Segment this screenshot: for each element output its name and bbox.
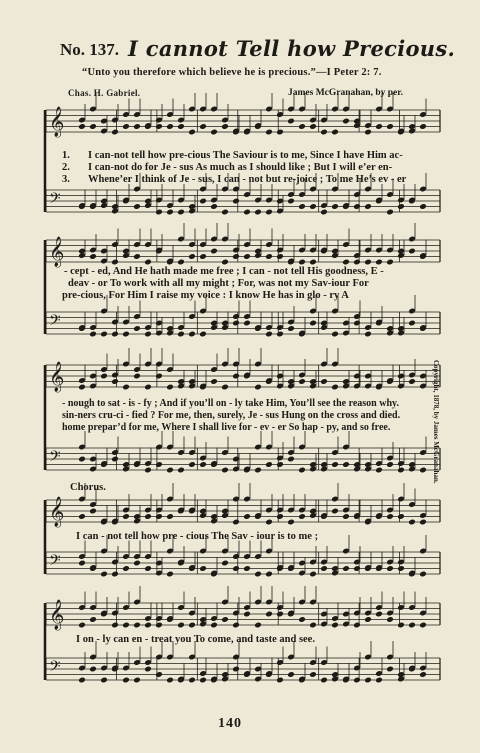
- note-head: [100, 373, 108, 380]
- note-head: [364, 331, 372, 338]
- note-head: [298, 378, 306, 385]
- note-head: [188, 129, 196, 136]
- note-head: [78, 560, 86, 567]
- note-head: [210, 248, 218, 255]
- note-head: [144, 622, 152, 629]
- note-head: [166, 571, 174, 578]
- note-head: [232, 519, 240, 526]
- note-head: [122, 565, 130, 572]
- note-head: [320, 209, 328, 216]
- note-head: [133, 560, 141, 567]
- lyric-line: - cept - ed, And He hath made me free ; I can - not tell His goodness, E -: [64, 266, 384, 277]
- bass-clef-icon: 𝄢: [49, 190, 61, 211]
- chorus-label: Chorus.: [70, 482, 106, 493]
- treble-clef-icon: 𝄞: [49, 107, 65, 137]
- note-head: [298, 259, 306, 266]
- note-head: [320, 129, 328, 136]
- note-head: [276, 253, 284, 260]
- note-head: [100, 331, 108, 338]
- note-head: [155, 671, 163, 678]
- note-head: [364, 616, 372, 623]
- note-head: [232, 565, 240, 572]
- note-head: [243, 253, 251, 260]
- lyric-line: I on - ly can en - treat you To come, and taste and see.: [76, 634, 315, 645]
- note-head: [199, 331, 207, 338]
- note-head: [210, 129, 218, 136]
- note-head: [133, 123, 141, 130]
- note-head: [221, 123, 229, 130]
- note-head: [78, 677, 86, 684]
- note-head: [353, 203, 361, 210]
- note-head: [177, 622, 185, 629]
- note-head: [133, 203, 141, 210]
- note-head: [419, 622, 427, 629]
- note-head: [144, 467, 152, 474]
- note-head: [78, 123, 86, 130]
- note-head: [254, 571, 262, 578]
- note-head: [210, 622, 218, 629]
- note-head: [199, 677, 207, 684]
- note-head: [232, 253, 240, 260]
- note-head: [309, 671, 317, 678]
- note-head: [397, 565, 405, 572]
- note-head: [309, 203, 317, 210]
- note-head: [375, 467, 383, 474]
- note-head: [265, 253, 273, 260]
- note-head: [177, 259, 185, 266]
- note-head: [122, 622, 130, 629]
- note-head: [364, 259, 372, 266]
- note-head: [287, 325, 295, 332]
- note-head: [419, 203, 427, 210]
- note-head: [100, 571, 108, 578]
- note-head: [298, 616, 306, 623]
- note-head: [408, 248, 416, 255]
- note-head: [386, 461, 394, 468]
- bass-clef-icon: 𝄢: [49, 658, 61, 679]
- note-head: [276, 461, 284, 468]
- note-head: [408, 378, 416, 385]
- note-head: [100, 677, 108, 684]
- note-head: [320, 677, 328, 684]
- note-head: [386, 209, 394, 216]
- note-head: [265, 571, 273, 578]
- note-head: [221, 560, 229, 567]
- note-head: [232, 622, 240, 629]
- composer-credit: Chas. H. Gabriel.: [68, 88, 141, 98]
- note-head: [320, 378, 328, 385]
- note-head: [331, 203, 339, 210]
- hymn-number: No. 137.: [60, 40, 120, 59]
- scripture-reference: “Unto you therefore which believe he is precious.”—I Peter 2: 7.: [82, 67, 382, 78]
- note-head: [408, 320, 416, 327]
- note-head: [111, 622, 119, 629]
- note-head: [199, 253, 207, 260]
- note-head: [89, 508, 97, 515]
- note-head: [199, 198, 207, 205]
- note-head: [89, 331, 97, 338]
- lyric-line: I can-not tell how pre-cious The Saviour is to me, Since I have Him ac-: [88, 150, 403, 161]
- note-head: [122, 331, 130, 338]
- note-head: [111, 456, 119, 463]
- note-head: [331, 129, 339, 136]
- note-head: [397, 622, 405, 629]
- note-head: [309, 320, 317, 327]
- note-head: [265, 331, 273, 338]
- note-head: [199, 123, 207, 130]
- note-head: [375, 677, 383, 684]
- treble-clef-icon: 𝄞: [49, 600, 65, 630]
- note-head: [254, 622, 262, 629]
- note-head: [89, 666, 97, 673]
- note-head: [265, 209, 273, 216]
- note-head: [243, 565, 251, 572]
- note-head: [276, 129, 284, 136]
- note-head: [419, 519, 427, 526]
- note-head: [353, 259, 361, 266]
- note-head: [155, 513, 163, 520]
- note-head: [78, 513, 86, 520]
- note-head: [276, 611, 284, 618]
- note-head: [155, 123, 163, 130]
- note-head: [243, 320, 251, 327]
- treble-clef-icon: 𝄞: [49, 237, 65, 267]
- note-head: [364, 203, 372, 210]
- note-head: [155, 209, 163, 216]
- lyric-line: deav - or To work with all my might ; For, was not my Sav-iour For: [68, 278, 369, 289]
- lyric-line: pre-cious, For Him I raise my voice : I know He has in glo - ry A: [62, 290, 349, 301]
- note-head: [144, 331, 152, 338]
- verse-number: 1.: [62, 150, 70, 161]
- page-number: 140: [218, 716, 242, 731]
- note-head: [166, 123, 174, 130]
- note-head: [133, 622, 141, 629]
- note-head: [364, 129, 372, 136]
- author-credit: James McGranahan, by per.: [288, 88, 403, 98]
- note-head: [397, 203, 405, 210]
- note-head: [144, 384, 152, 391]
- note-head: [111, 259, 119, 266]
- note-head: [155, 373, 163, 380]
- note-head: [89, 123, 97, 130]
- note-head: [78, 384, 86, 391]
- note-head: [342, 461, 350, 468]
- note-head: [111, 571, 119, 578]
- note-head: [287, 456, 295, 463]
- note-head: [309, 123, 317, 130]
- note-head: [166, 677, 174, 684]
- note-head: [89, 616, 97, 623]
- note-head: [166, 513, 174, 520]
- note-head: [353, 565, 361, 572]
- hymn-title: I cannot Tell how Precious.: [128, 36, 456, 61]
- note-head: [254, 467, 262, 474]
- lyric-line: Whene’er I think of Je - sus, I can - not but re-joice ; To me He’s ev - er: [88, 174, 407, 185]
- note-head: [254, 209, 262, 216]
- note-head: [188, 622, 196, 629]
- note-head: [287, 519, 295, 526]
- note-head: [144, 259, 152, 266]
- copyright-notice: Copyright, 1878, by James McGranahan.: [432, 360, 440, 484]
- bass-clef-icon: 𝄢: [49, 312, 61, 333]
- note-head: [386, 565, 394, 572]
- note-head: [177, 331, 185, 338]
- note-head: [265, 519, 273, 526]
- note-head: [320, 565, 328, 572]
- note-head: [287, 671, 295, 678]
- note-head: [276, 677, 284, 684]
- note-head: [342, 259, 350, 266]
- note-head: [155, 461, 163, 468]
- note-head: [221, 384, 229, 391]
- treble-clef-icon: 𝄞: [49, 362, 65, 392]
- note-head: [177, 467, 185, 474]
- note-head: [144, 513, 152, 520]
- note-head: [342, 513, 350, 520]
- note-head: [166, 467, 174, 474]
- note-head: [353, 320, 361, 327]
- note-head: [265, 611, 273, 618]
- note-head: [353, 622, 361, 629]
- note-head: [298, 203, 306, 210]
- note-head: [331, 384, 339, 391]
- note-head: [408, 519, 416, 526]
- note-head: [408, 622, 416, 629]
- note-head: [375, 611, 383, 618]
- note-head: [254, 384, 262, 391]
- note-head: [386, 513, 394, 520]
- note-head: [331, 508, 339, 515]
- note-head: [342, 118, 350, 125]
- note-head: [232, 666, 240, 673]
- note-head: [122, 123, 130, 130]
- note-head: [188, 253, 196, 260]
- note-head: [331, 331, 339, 338]
- note-head: [397, 467, 405, 474]
- lyric-line: I can - not tell how pre - cious The Sav - iour is to me ;: [76, 531, 319, 542]
- note-head: [419, 123, 427, 130]
- note-head: [375, 259, 383, 266]
- note-head: [419, 467, 427, 474]
- note-head: [133, 325, 141, 332]
- note-head: [188, 677, 196, 684]
- note-head: [386, 259, 394, 266]
- note-head: [122, 677, 130, 684]
- note-head: [287, 198, 295, 205]
- note-head: [221, 467, 229, 474]
- note-head: [144, 565, 152, 572]
- note-head: [133, 677, 141, 684]
- note-head: [309, 571, 317, 578]
- bass-clef-icon: 𝄢: [49, 448, 61, 469]
- note-head: [133, 253, 141, 260]
- note-head: [221, 259, 229, 266]
- note-head: [309, 622, 317, 629]
- note-head: [122, 384, 130, 391]
- note-head: [276, 331, 284, 338]
- lyric-line: I can-not do for Je - sus As much as I should like ; But I will e’er en-: [88, 162, 393, 173]
- note-head: [265, 461, 273, 468]
- note-head: [243, 209, 251, 216]
- note-head: [287, 118, 295, 125]
- note-head: [243, 611, 251, 618]
- note-head: [122, 513, 130, 520]
- note-head: [221, 209, 229, 216]
- note-head: [419, 671, 427, 678]
- verse-number: 3.: [62, 174, 70, 185]
- verse-number: 2.: [62, 162, 70, 173]
- note-head: [419, 571, 427, 578]
- note-head: [353, 677, 361, 684]
- note-head: [188, 461, 196, 468]
- note-head: [177, 123, 185, 130]
- lyric-line: home prepar’d for me, Where I shall live for - ev - er So hap - py, and so free.: [62, 422, 391, 433]
- note-head: [232, 373, 240, 380]
- note-head: [298, 467, 306, 474]
- note-head: [111, 129, 119, 136]
- note-head: [89, 253, 97, 260]
- note-head: [265, 129, 273, 136]
- note-head: [232, 198, 240, 205]
- note-head: [276, 513, 284, 520]
- note-head: [188, 331, 196, 338]
- note-head: [155, 622, 163, 629]
- note-head: [342, 565, 350, 572]
- note-head: [309, 259, 317, 266]
- note-head: [111, 331, 119, 338]
- note-head: [166, 209, 174, 216]
- note-head: [221, 616, 229, 623]
- note-head: [298, 123, 306, 130]
- note-head: [386, 616, 394, 623]
- lyric-line: - nough to sat - is - fy ; And if you’ll on - ly take Him, You’ll see the reason why.: [62, 398, 399, 409]
- note-head: [232, 320, 240, 327]
- note-head: [243, 513, 251, 520]
- treble-clef-icon: 𝄞: [49, 497, 65, 527]
- bass-clef-icon: 𝄢: [49, 552, 61, 573]
- note-head: [111, 378, 119, 385]
- note-head: [199, 461, 207, 468]
- note-head: [386, 666, 394, 673]
- note-head: [199, 565, 207, 572]
- note-head: [331, 461, 339, 468]
- note-head: [78, 456, 86, 463]
- note-head: [144, 666, 152, 673]
- note-head: [210, 378, 218, 385]
- note-head: [133, 373, 141, 380]
- note-head: [364, 677, 372, 684]
- note-head: [78, 622, 86, 629]
- note-head: [386, 123, 394, 130]
- note-head: [177, 209, 185, 216]
- note-head: [331, 622, 339, 629]
- lyric-line: sin-ners cru-ci - fied ? For me, then, surely, Je - sus Hung on the cross and died.: [62, 410, 401, 421]
- note-head: [397, 513, 405, 520]
- note-head: [375, 123, 383, 130]
- note-head: [166, 384, 174, 391]
- note-head: [210, 203, 218, 210]
- note-head: [298, 513, 306, 520]
